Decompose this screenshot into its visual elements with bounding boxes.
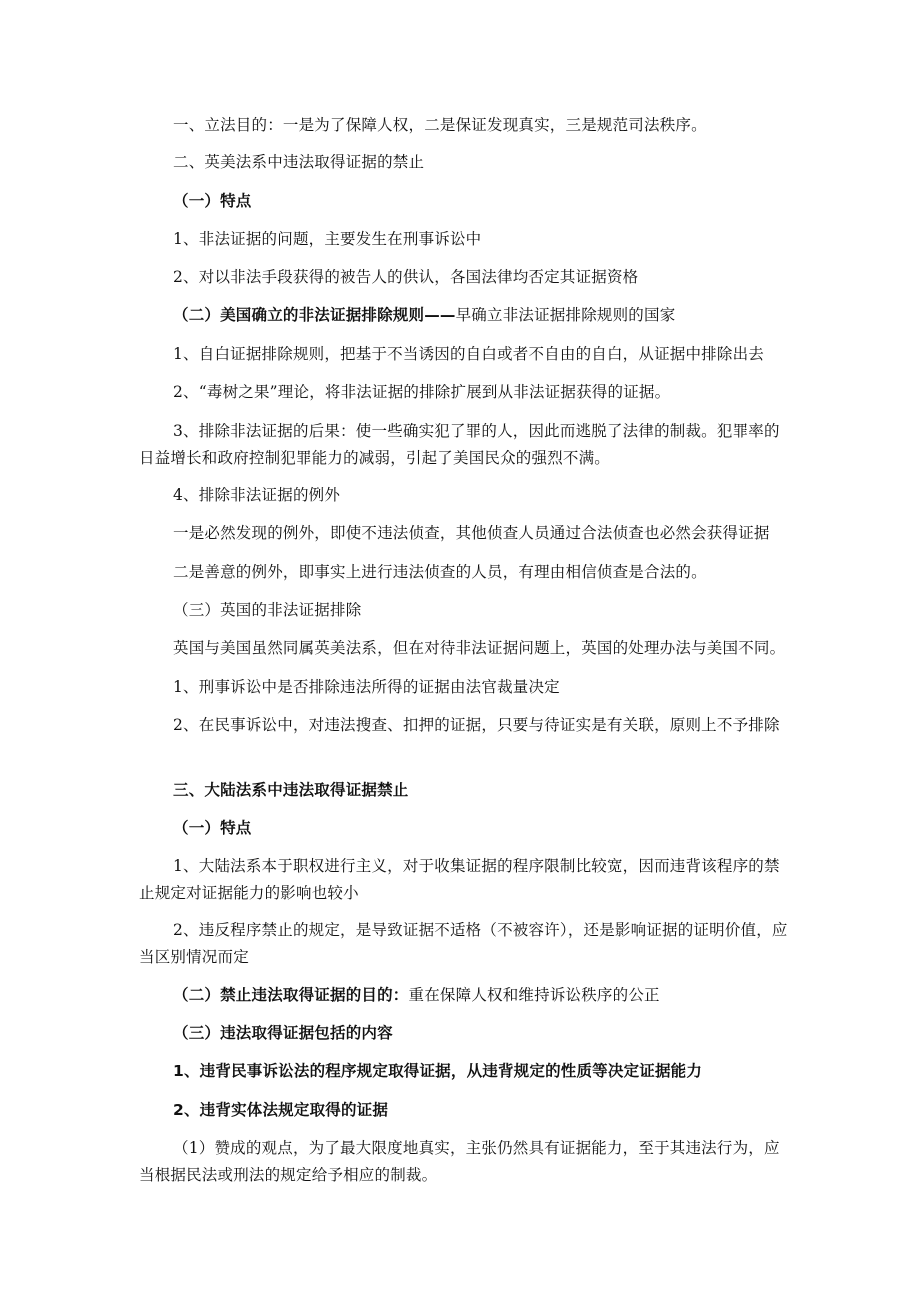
- paragraph-item: 4、排除非法证据的例外: [173, 486, 341, 504]
- subheading-purpose: [139, 982, 789, 1009]
- paragraph-item: 二是善意的例外，即事实上进行违法侦查的人员，有理由相信侦查是合法的。: [173, 563, 707, 581]
- subheading-bold-part: （二）美国确立的非法证据排除规则——: [173, 306, 456, 324]
- paragraph-item: （1）赞成的观点，为了最大限度地真实，主张仍然具有证据能力，至于其违法行为，应当根据民法或刑法的规定给予相应的制裁。: [139, 1139, 780, 1184]
- paragraph-item: 英国与美国虽然同属英美法系，但在对待非法证据问题上，英国的处理办法与美国不同。: [173, 639, 786, 657]
- heading-anglo-american: 二、英美法系中违法取得证据的禁止: [173, 153, 425, 171]
- paragraph-item: 2、违反程序禁止的规定，是导致证据不适格（不被容许），还是影响证据的证明价值，应当区别情况而定: [139, 921, 788, 966]
- subheading-uk-exclusion: （三）英国的非法证据排除: [173, 601, 362, 619]
- paragraph-item: 2、“毒树之果”理论，将非法证据的排除扩展到从非法证据获得的证据。: [173, 383, 671, 401]
- subheading-us-exclusion-rule: [139, 302, 789, 329]
- subheading-features-2: （一）特点: [173, 819, 252, 837]
- paragraph-item-bold: 2、违背实体法规定取得的证据: [173, 1101, 389, 1119]
- paragraph-item: 一是必然发现的例外，即使不违法侦查，其他侦查人员通过合法侦查也必然会获得证据: [173, 524, 770, 542]
- paragraph-item-bold: 1、违背民事诉讼法的程序规定取得证据，从违背规定的性质等决定证据能力: [173, 1062, 703, 1080]
- paragraph-item: 1、刑事诉讼中是否排除违法所得的证据由法官裁量决定: [173, 678, 560, 696]
- subheading-contents: （三）违法取得证据包括的内容: [173, 1024, 393, 1042]
- paragraph-item: 1、大陆法系本于职权进行主义，对于收集证据的程序限制比较宽，因而违背该程序的禁止规定对证据能力的影响也较小: [139, 857, 780, 902]
- subheading-features-1: （一）特点: [173, 192, 252, 210]
- subheading-rest-part: 早确立非法证据排除规则的国家: [455, 306, 676, 324]
- paragraph-legislative-purpose: 一、立法目的：一是为了保障人权，二是保证发现真实，三是规范司法秩序。: [173, 116, 707, 134]
- paragraph-item: 3、排除非法证据的后果：使一些确实犯了罪的人，因此而逃脱了法律的制裁。犯罪率的日益增长和政府控制犯罪能力的减弱，引起了美国民众的强烈不满。: [139, 422, 780, 467]
- subheading-bold-part: （二）禁止违法取得证据的目的：: [173, 986, 409, 1004]
- subheading-rest-part: 重在保障人权和维持诉讼秩序的公正: [408, 986, 660, 1004]
- paragraph-item: 2、对以非法手段获得的被告人的供认，各国法律均否定其证据资格: [173, 268, 639, 286]
- paragraph-item: 1、非法证据的问题，主要发生在刑事诉讼中: [173, 230, 482, 248]
- paragraph-item: 2、在民事诉讼中，对违法搜查、扣押的证据，只要与待证实是有关联，原则上不予排除: [173, 716, 780, 734]
- heading-continental: 三、大陆法系中违法取得证据禁止: [173, 781, 409, 799]
- paragraph-item: 1、自白证据排除规则，把基于不当诱因的自白或者不自由的自白，从证据中排除出去: [173, 345, 764, 363]
